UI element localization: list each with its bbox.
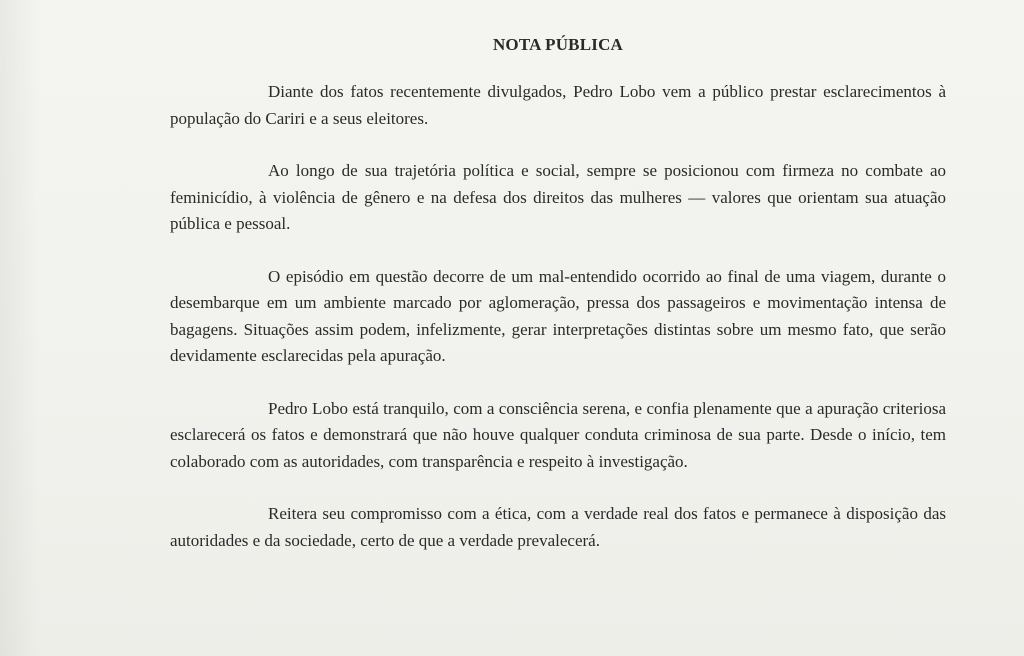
paragraph-3: O episódio em questão decorre de um mal-entendido ocorrido ao final de uma viagem, durante o desembarque em um ambiente marcado por aglomeração, pressa dos passageiros e movimentação intensa de bagagens. Situações assim podem, infelizmente, gerar interpretações distintas sobre um mesmo fato, que serão devidamente esclarecidas pela apuração. (170, 266, 946, 365)
paragraph-2: Ao longo de sua trajetória política e social, sempre se posicionou com firmeza no combate ao feminicídio, à violência de gênero e na defesa dos direitos das mulheres — valores que orientam sua atuação pública e pessoal. (170, 161, 946, 233)
paragraph-1: Diante dos fatos recentemente divulgados, Pedro Lobo vem a público prestar esclarecimentos à população do Cariri e a seus eleitores. (170, 82, 946, 128)
document-title: NOTA PÚBLICA (492, 35, 624, 54)
paragraph-4: Pedro Lobo está tranquilo, com a consciência serena, e confia plenamente que a apuração criteriosa esclarecerá os fatos e demonstrará que não houve qualquer conduta criminosa de sua parte. Desde o início, tem colaborado com as autoridades, com transparência e respeito à investigação. (170, 398, 946, 471)
document-body (170, 34, 946, 580)
page-shadow (0, 0, 40, 656)
paragraph-5: Reitera seu compromisso com a ética, com a verdade real dos fatos e permanece à disposição das autoridades e da sociedade, certo de que a verdade prevalecerá. (170, 504, 946, 550)
